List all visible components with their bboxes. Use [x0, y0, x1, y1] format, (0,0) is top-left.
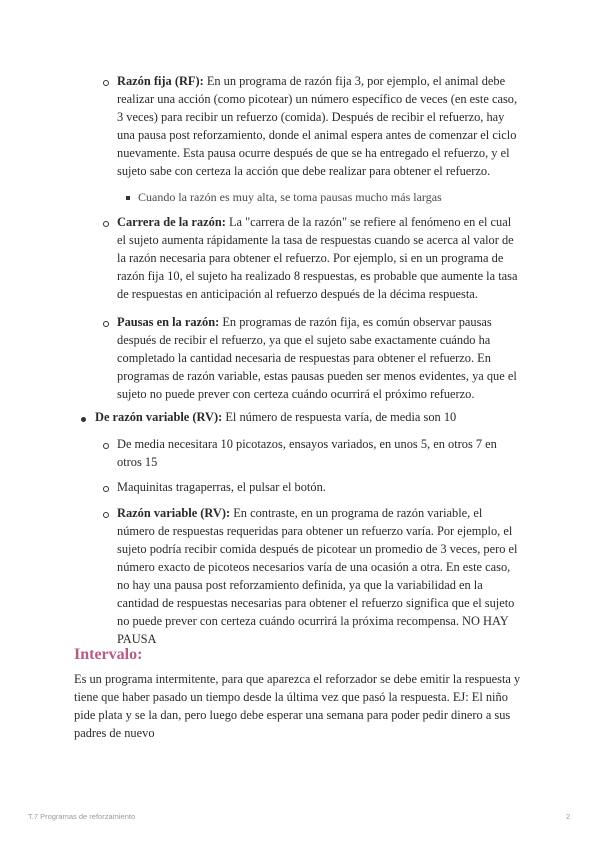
- list-item-pausas-razon: [117, 313, 522, 403]
- item-description: En programas de razón fija, es común observar pausas después de recibir el refuerzo, ya que el sujeto sabe exactamente cuándo ha completado la cantidad necesaria de respuestas para obtener el refuerzo. En programas de razón variable, estas pausas pueden ser menos evidentes, ya que el sujeto no puede prever con certeza cuándo ocurrirá el próximo refuerzo.: [117, 315, 517, 401]
- section-heading: Intervalo:: [74, 646, 143, 663]
- item-description: La "carrera de la razón" se refiere al fenómeno en el cual el sujeto aumenta rápidamente la tasa de respuestas cuando se acerca al valor de la razón necesaria para obtener el refuerzo. Por ejemplo, si en un programa de razón fija 10, el sujeto ha realizado 8 respuestas, es probable que aumente la tasa de respuestas en anticipación al refuerzo después de la décima respuesta.: [117, 215, 518, 301]
- list-item-text: [95, 408, 525, 426]
- item-description: En un programa de razón fija 3, por ejemplo, el animal debe realizar una acción (como picotear) un número específico de veces (en este caso, 3 veces) para recibir un refuerzo (comida). Después de recibir el refuerzo, hay una pausa post reforzamiento, donde el animal espera antes de comenzar el ciclo nuevamente. Esta pausa ocurre después de que se ha entregado el refuerzo, y el sujeto sabe con certeza la acción que debe realizar para obtener el refuerzo.: [117, 74, 518, 178]
- sub-item-text: De media necesitara 10 picotazos, ensayos variados, en unos 5, en otros 7 en otros 15: [117, 437, 497, 469]
- circle-bullet-icon: [103, 512, 109, 518]
- list-item-text: [117, 213, 522, 303]
- term-label: Razón variable (RV):: [117, 506, 231, 520]
- circle-bullet-icon: [103, 486, 109, 492]
- term-label: Carrera de la razón:: [117, 215, 226, 229]
- circle-bullet-icon: [103, 80, 109, 86]
- list-item-razon-fija: [117, 72, 522, 180]
- term-label: Pausas en la razón:: [117, 315, 220, 329]
- circle-bullet-icon: [103, 221, 109, 227]
- circle-bullet-icon: [103, 443, 109, 449]
- list-item-razon-variable: [95, 408, 525, 426]
- list-item-text: [117, 313, 522, 403]
- list-item-carrera-razon: [117, 213, 522, 303]
- sub-item-text: Cuando la razón es muy alta, se toma pausas mucho más largas: [138, 190, 442, 204]
- term-label: Razón fija (RF):: [117, 74, 204, 88]
- section-body: [74, 670, 524, 742]
- item-description: En contraste, en un programa de razón variable, el número de respuestas requeridas para obtener un refuerzo varía. Por ejemplo, el sujeto podría recibir comida después de picotear un promedio de 3 veces, pero el número exacto de picoteos necesarios varía de una ocasión a otra. En este caso, no hay una pausa post reforzamiento definida, ya que la variabilidad en la cantidad de respuestas necesarias para obtener el refuerzo significa que el sujeto no puede prever con certeza cuándo ocurrirá la próxima recompensa. NO HAY PAUSA: [117, 506, 518, 646]
- paragraph-text: Es un programa intermitente, para que aparezca el reforzador se debe emitir la respuesta y tiene que haber pasado un tiempo desde la última vez que pasó la respuesta. EJ: El niño pide plata y se la dan, pero luego debe esperar una semana para poder pedir dinero a sus padres de nuevo: [74, 672, 521, 740]
- circle-bullet-icon: [103, 321, 109, 327]
- list-item-rv-sub2: [117, 478, 522, 496]
- item-description: El número de respuesta varía, de media son 10: [222, 410, 457, 424]
- list-item-text: [117, 72, 522, 180]
- disc-bullet-icon: [81, 417, 86, 422]
- list-item-sub-rf: [138, 188, 518, 206]
- sub-item-text: Maquinitas tragaperras, el pulsar el botón.: [117, 480, 326, 494]
- square-bullet-icon: [126, 196, 130, 200]
- footer-title: T.7 Programas de reforzamiento: [28, 812, 136, 821]
- page-number: 2: [566, 812, 571, 821]
- list-item-rv-sub3: [117, 504, 522, 648]
- term-label: De razón variable (RV):: [95, 410, 223, 424]
- list-item-text: [117, 504, 522, 648]
- list-item-rv-sub1: [117, 435, 522, 471]
